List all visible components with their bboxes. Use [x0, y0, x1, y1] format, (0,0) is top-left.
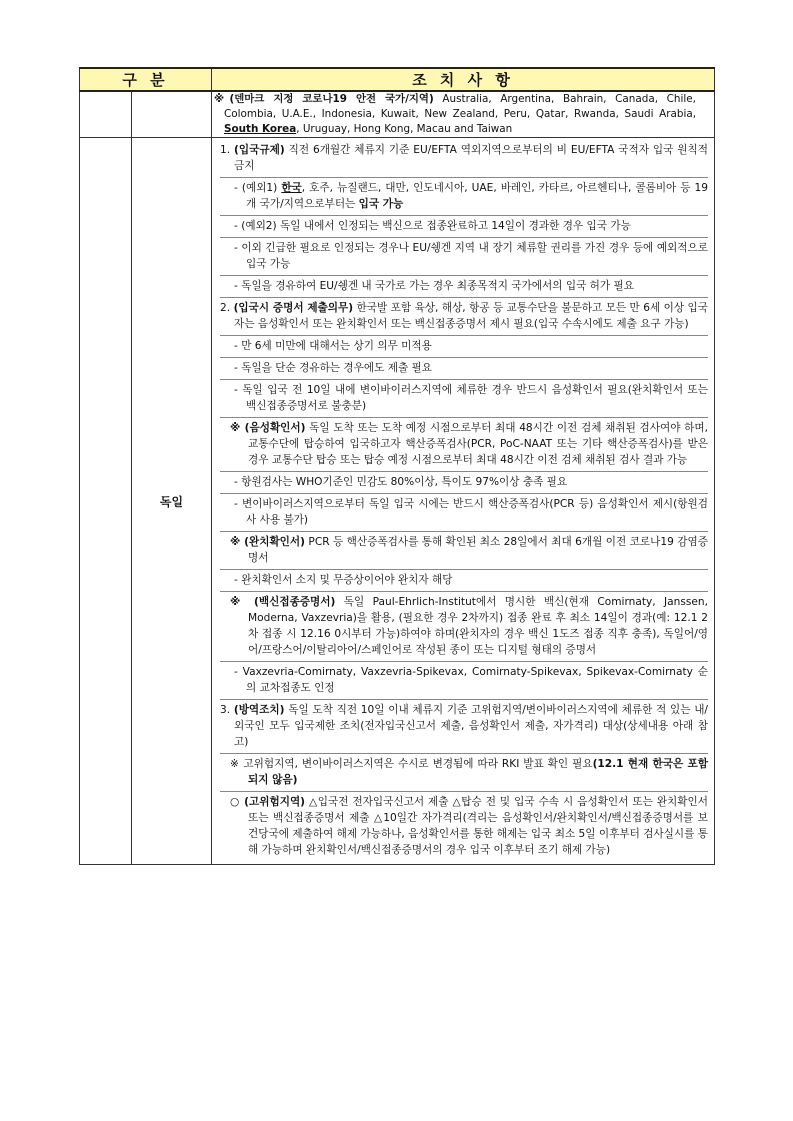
rki-note: ※ 고위험지역, 변이바이러스지역은 수시로 변경됨에 따라 RKI 발표 확인 필요(12.1 현재 한국은 포함되지 않음)	[230, 758, 708, 786]
denmark-safe-list: ※(덴마크 지정 코로나19 안전 국가/지역) Australia, Argentina, Bahrain, Canada, Chile, Colombia, U.A.E., Indonesia, Kuwait, New Zealand, Peru, Qatar, Rwanda, Saudi Arabia, South Korea, Uruguay, Hong Kong, Macau and Taiwan	[214, 93, 696, 135]
section-entry-restriction: 1. (입국규제) 직전 6개월간 체류지 기준 EU/EFTA 역외지역으로부터의 비 EU/EFTA 국적자 입국 원칙적 금지	[220, 140, 708, 178]
blank-cell	[80, 138, 132, 865]
section-certificate-duty: 2. (입국시 증명서 제출의무) 한국발 포함 육상, 해상, 항공 등 교통수단을 불문하고 모든 만 6세 이상 입국자는 음성확인서 또는 완치확인서 또는 백신접종증명서 제시 필요(입국 수속시에도 제출 요구 가능)	[220, 298, 708, 336]
transit-note: - 독일을 경유하여 EU/쉥겐 내 국가로 가는 경우 최종목적지 국가에서의 입국 허가 필요	[234, 280, 634, 292]
blank-cell	[80, 91, 132, 138]
blank-cell	[132, 91, 212, 138]
exception-2: - (예외2) 독일 내에서 인정되는 백신으로 접종완료하고 14일이 경과한 경우 입국 가능	[234, 220, 631, 232]
country-label: 독일	[132, 138, 212, 865]
section-quarantine: 3. (방역조치) 독일 도착 직전 10일 이내 체류지 기준 고위험지역/변이바이러스지역에 체류한 적 있는 내/외국인 모두 입국제한 조치(전자입국신고서 제출, 음성확인서 제출, 자가격리) 대상(상세내용 아래 참고)	[220, 700, 708, 754]
germany-measures-cell: 1. (입국규제) 직전 6개월간 체류지 기준 EU/EFTA 역외지역으로부터의 비 EU/EFTA 국적자 입국 원칙적 금지 - (예외1) 한국, 호주, 뉴질랜드, 대만, 인도네시아, UAE, 바레인, 카타르, 아르헨티나, 콜롬비아 등 19개 국가/지역으로부터는 입국 가능 - (예외2) 독일 내에서 인정되는 백신으로 접종완료하고 14일이 경과한 경우 입국 가능 - 이외 긴급한 필요로 인정되는 경우나 EU/쉥겐 지역 내 장기 체류할 권리를 가진 경우 등에 예외적으로 입국 가능 - 독일을 경유하여 EU/쉥겐 내 국가로 가는 경우 최종목적지 국가에서의 입국 허가 필요 2. (입국시 증명서 제출의무) 한국발 포함 육상, 해상, 항공 등 교통수단을 불문하고 모든 만 6세 이상 입국자는 음성확인서 또는 완치확인서 또는 백신접종증명서 제시 필요(입국 수속시에도 제출 요구 가능) - 만 6세 미만에 대해서는 상기 의무 미적용 - 독일을 단순 경유하는 경우에도 제출 필요 - 독일 입국 전 10일 내에 변이바이러스지역에 체류한 경우 반드시 음성확인서 필요(완치확인서 또는 백신접종증명서로 불충분) ※ (음성확인서) 독일 도착 또는 도착 예정 시점으로부터 최대 48시간 이전 검체 채취된 검사여야 하며, 교통수단에 탑승하여 입국하고자 핵산증폭검사(PCR, PoC-NAAT 또는 기타 핵산증폭검사)를 받은 경우 교통수단 탑승 또는 탑승 예정 시점으로부터 최대 48시간 이전 검체 채취된 검사 결과 가능 - 항원검사는 WHO기준인 민감도 80%이상, 특이도 97%이상 충족 필요 - 변이바이러스지역으로부터 독일 입국 시에는 반드시 핵산증폭검사(PCR 등) 음성확인서 제시(항원검사 사용 불가) ※ (완치확인서) PCR 등 핵산증폭검사를 통해 확인된 최소 28일에서 최대 6개월 이전 코로나19 감염증명서 - 완치확인서 소지 및 무증상이어야 완치자 해당 ※ (백신접종증명서) 독일 Paul-Ehrlich-Institut에서 명시한 백신(현재 Comirnaty, Janssen, Moderna, Vaxzevria)을 활용, (필요한 경우 2차까지) 접종 완료 후 최소 14일이 경과(예: 12.1 2차 접종 시 12.16 0시부터 가능)하여야 하며(완치자의 경우 백신 1도즈 접종 직후 충족), 독일어/영어/프랑스어/이탈리아어/스페인어로 작성된 종이 또는 디지털 형태의 증명서 - Vaxzevria-Comirnaty, Vaxzevria-Spikevax, Comirnaty-Spikevax, Spikevax-Comirnaty 순의 교차접종도 인정 3. (방역조치) 독일 도착 직전 10일 이내 체류지 기준 고위험지역/변이바이러스지역에 체류한 적 있는 내/외국인 모두 입국제한 조치(전자입국신고서 제출, 음성확인서 제출, 자가격리) 대상(상세내용 아래 참고) ※ 고위험지역, 변이바이러스지역은 수시로 변경됨에 따라 RKI 발표 확인 필요(12.1 현재 한국은 포함되지 않음) ○ (고위험지역) △입국전 전자입국신고서 제출 △탑승 전 및 입국 수속 시 음성확인서 또는 완치확인서 또는 백신접종증명서 제출 △10일간 자가격리(격리는 음성확인서/완치확인서/백신접종증명서를 보건당국에 제출하여 해제 가능하나, 음성확인서를 통한 해제는 입국 최소 5일 이후부터 검사실시를 통해 가능하며 완치확인서/백신접종증명서의 경우 입국 이후부터 조기 해제 가능)	[212, 138, 715, 865]
korea-highlight: 한국	[281, 182, 302, 194]
header-category: 구 분	[80, 68, 212, 91]
exception-1: - (예외1) 한국, 호주, 뉴질랜드, 대만, 인도네시아, UAE, 바레인, 카타르, 아르헨티나, 콜롬비아 등 19개 국가/지역으로부터는 입국 가능	[234, 182, 709, 210]
negative-test-note: ※ (음성확인서) 독일 도착 또는 도착 예정 시점으로부터 최대 48시간 이전 검체 채취된 검사여야 하며, 교통수단에 탑승하여 입국하고자 핵산증폭검사(PCR, PoC-NAAT 또는 기타 핵산증폭검사)를 받은 경우 교통수단 탑승 또는 탑승 예정 시점으로부터 최대 48시간 이전 검체 채취된 검사 결과 가능	[220, 418, 708, 472]
measures-table	[79, 67, 715, 865]
germany-row	[80, 138, 715, 865]
table-header-row	[80, 68, 715, 91]
recovery-cert-note: ※ (완치확인서) PCR 등 핵산증폭검사를 통해 확인된 최소 28일에서 최대 6개월 이전 코로나19 감염증명서	[220, 532, 708, 570]
top-note-row	[80, 91, 715, 138]
exception-3: - 이외 긴급한 필요로 인정되는 경우나 EU/쉥겐 지역 내 장기 체류할 권리를 가진 경우 등에 예외적으로 입국 가능	[234, 242, 708, 270]
vaccine-cert-note: ※ (백신접종증명서) 독일 Paul-Ehrlich-Institut에서 명시한 백신(현재 Comirnaty, Janssen, Moderna, Vaxzevria)을 활용, (필요한 경우 2차까지) 접종 완료 후 최소 14일이 경과(예: 12.1 2차 접종 시 12.16 0시부터 가능)하여야 하며(완치자의 경우 백신 1도즈 접종 직후 충족), 독일어/영어/프랑스어/이탈리아어/스페인어로 작성된 종이 또는 디지털 형태의 증명서	[220, 592, 708, 662]
top-note-cell	[212, 91, 715, 138]
header-measures: 조 치 사 항	[212, 68, 715, 91]
south-korea-highlight: South Korea	[224, 123, 297, 135]
high-risk-note: ○ (고위험지역) △입국전 전자입국신고서 제출 △탑승 전 및 입국 수속 시 음성확인서 또는 완치확인서 또는 백신접종증명서 제출 △10일간 자가격리(격리는 음성확인서/완치확인서/백신접종증명서를 보건당국에 제출하여 해제 가능하나, 음성확인서를 통한 해제는 입국 최소 5일 이후부터 검사실시를 통해 가능하며 완치확인서/백신접종증명서의 경우 입국 이후부터 조기 해제 가능)	[230, 796, 708, 856]
